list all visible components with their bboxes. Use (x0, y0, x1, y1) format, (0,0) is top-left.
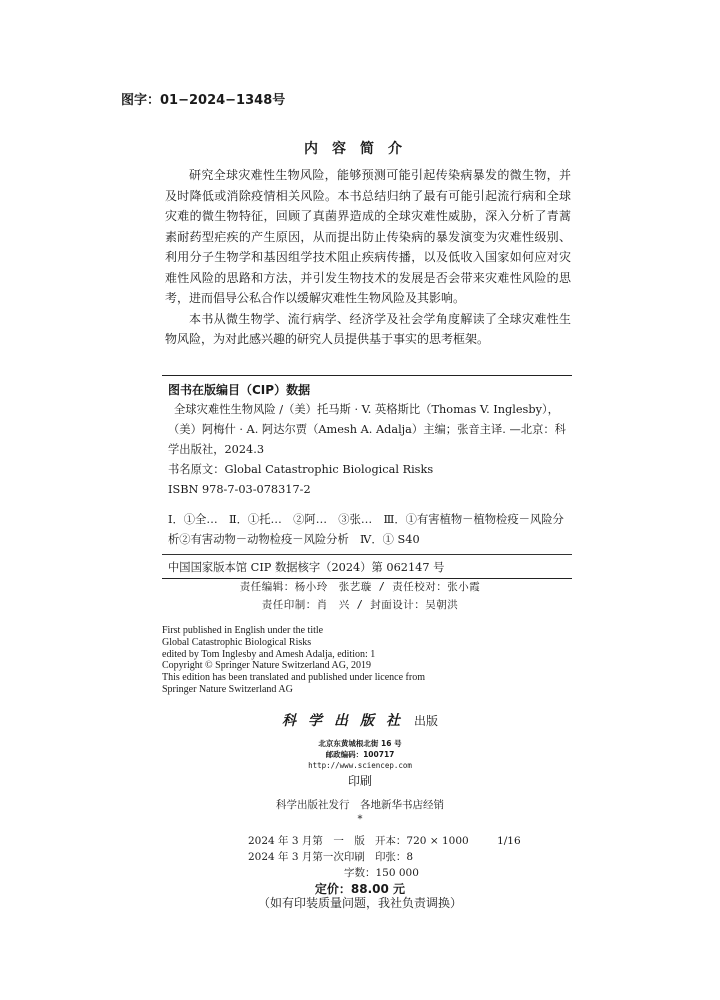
cip-original-title: 书名原文：Global Catastrophic Biological Risks (168, 463, 434, 476)
foreign-line: Springer Nature Switzerland AG (162, 683, 293, 695)
publisher-postcode: 邮政编码：100717 (325, 750, 395, 759)
publisher-logo: 科学出版社 (281, 713, 412, 729)
cip-top-rule (162, 375, 572, 376)
publisher-block (0, 710, 720, 771)
separator-star: * (357, 814, 363, 825)
print-sheets: 印张：8 (374, 851, 414, 863)
format-fraction: 1/16 (497, 835, 521, 847)
foreign-line: Global Catastrophic Biological Risks (162, 636, 312, 648)
book-format: 开本：720 × 1000 (374, 835, 469, 847)
credits-line-2: 责任印制：肖 兴 / 封面设计：吴朝洪 (261, 599, 459, 611)
summary-paragraph-1: 研究全球灾难性生物风险，能够预测可能引起传染病暴发的微生物，并及时降低或消除疫情相关风险。本书总结归纳了最有可能引起流行病和全球灾难的微生物特征，回顾了真菌界造成的全球灾难性威胁，深入分析了青蒿素耐药型疟疾的产生原因，从而提出防止传染病的暴发演变为灾难性级别、利用分子生物学和基因组学技术阻止疾病传播，以及低收入国家如何应对灾难性风险的思路和方法，并引发生物技术的发展是否会带来灾难性风险的思考，进而倡导公私合作以缓解灾难性生物风险及其影响。 (165, 168, 571, 305)
word-count: 字数：150 000 (344, 867, 419, 879)
price: 定价：88.00 元 (314, 882, 406, 896)
foreign-line: edited by Tom Inglesby and Amesh Adalja, edition: 1 (162, 648, 376, 660)
cip-data-block (162, 375, 572, 579)
edition-date: 2024 年 3 月第 一 版 (248, 835, 365, 847)
foreign-edition-notice (162, 625, 425, 696)
credits-line-1: 责任编辑：杨小玲 张艺璇 / 责任校对：张小霞 (239, 581, 481, 593)
summary-body (165, 165, 571, 350)
foreign-line: Copyright © Springer Nature Switzerland AG, 2019 (162, 660, 371, 672)
editorial-credits (0, 578, 720, 614)
publisher-address: 北京东黄城根北街 16 号 (318, 739, 402, 748)
cip-isbn: ISBN 978-7-03-078317-2 (168, 483, 311, 496)
edition-specs (248, 833, 521, 881)
foreign-line: First published in English under the title (162, 625, 324, 636)
cip-entry: 全球灾难性生物风险 /（美）托马斯 · V. 英格斯比（Thomas V. Inglesby），（美）阿梅什 · A. 阿达尔贾（Amesh A. Adalja）主编；张音主译. —北京：科学出版社，2024.3 (168, 403, 566, 456)
cip-entry-block (162, 400, 572, 550)
cip-number: 中国国家版本馆 CIP 数据核字（2024）第 062147 号 (168, 561, 445, 574)
publisher-url: http://www.sciencep.com (308, 761, 412, 770)
cip-heading: 图书在版编目（CIP）数据 (168, 383, 311, 397)
printing-label: 印刷 (347, 774, 372, 788)
permit-number: 图字：01−2024−1348号 (121, 93, 286, 108)
quality-notice: （如有印装质量问题，我社负责调换） (257, 896, 462, 910)
cip-classification: Ⅰ．①全… Ⅱ．①托… ②阿… ③张… Ⅲ．①有害植物－植物检疫－风险分析②有害动物－动物检疫－风险分析 Ⅳ．① S40 (168, 513, 564, 546)
summary-title: 内容简介 (304, 141, 416, 157)
distribution-line: 科学出版社发行 各地新华书店经销 (276, 799, 444, 811)
publisher-suffix: 出版 (413, 714, 438, 728)
printing-block (0, 772, 720, 826)
impression-date: 2024 年 3 月第一次印刷 (248, 851, 365, 863)
summary-paragraph-2: 本书从微生物学、流行病学、经济学及社会学角度解读了全球灾难性生物风险，为对此感兴趣的研究人员提供基于事实的思考框架。 (165, 311, 571, 346)
foreign-line: This edition has been translated and published under licence from (162, 672, 425, 684)
